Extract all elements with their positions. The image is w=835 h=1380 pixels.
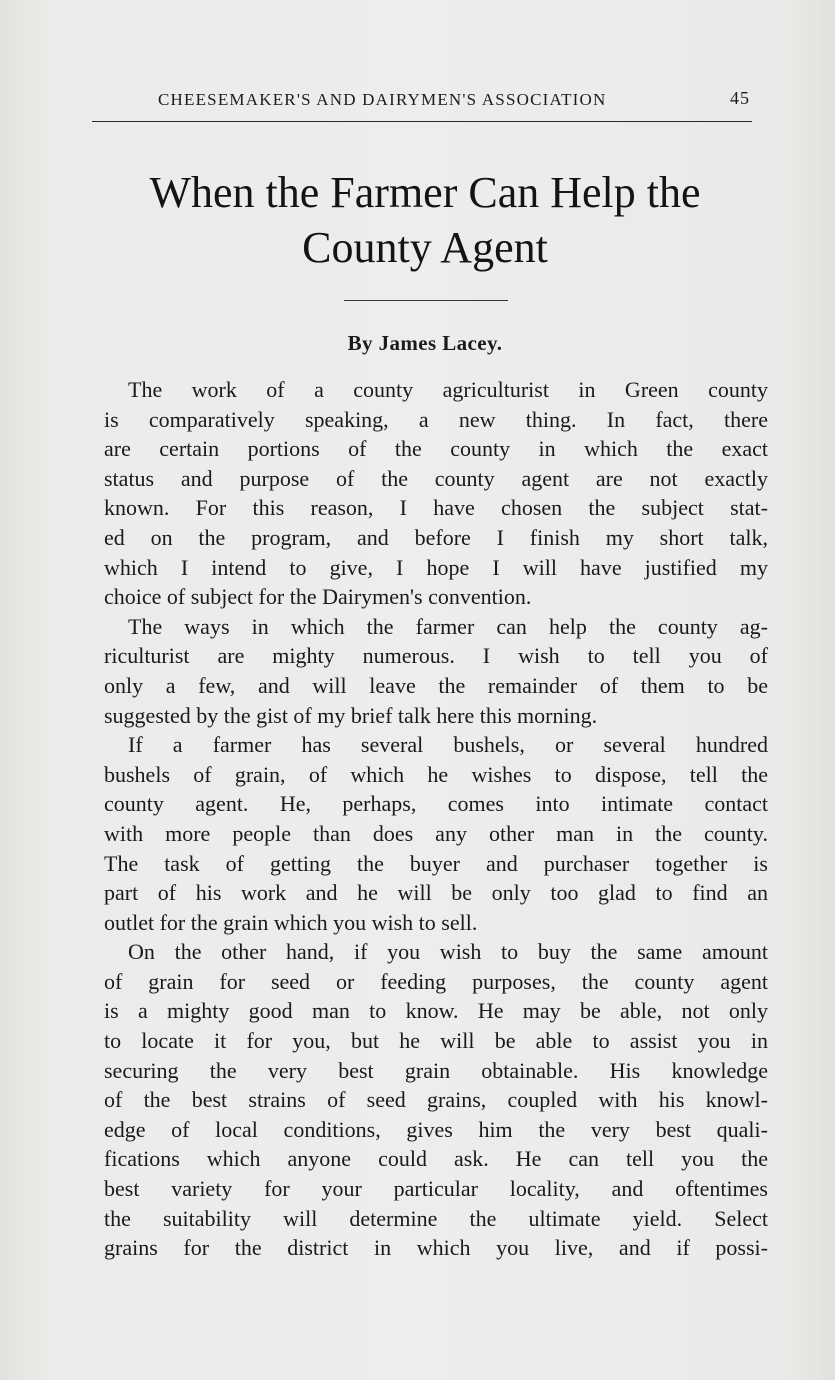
page-number: 45 — [730, 88, 750, 108]
text-line: edge of local conditions, gives him the very best quali- — [104, 1116, 768, 1142]
running-header — [92, 86, 752, 114]
text-line: of grain for seed or feeding purposes, the county agent — [104, 968, 768, 994]
text-line: choice of subject for the Dairymen's convention. — [104, 584, 532, 610]
text-line: suggested by the gist of my brief talk here this morning. — [104, 702, 598, 728]
text-line: securing the very best grain obtainable. His knowledge — [104, 1057, 768, 1083]
text-line: county agent. He, perhaps, comes into intimate contact — [104, 791, 768, 817]
text-line: bushels of grain, of which he wishes to dispose, tell the — [104, 761, 768, 787]
text-line: which I intend to give, I hope I will have justified my — [104, 554, 768, 580]
text-line: known. For this reason, I have chosen the subject stat- — [104, 495, 768, 521]
text-line: is a mighty good man to know. He may be able, not only — [104, 998, 768, 1024]
text-line: The work of a county agriculturist in Green county — [128, 377, 768, 402]
text-line: status and purpose of the county agent are not exactly — [104, 465, 768, 491]
byline: By James Lacey. — [347, 331, 503, 355]
text-line: If a farmer has several bushels, or several hundred — [128, 732, 768, 758]
title-line-1: When the Farmer Can Help the — [149, 168, 701, 217]
text-line: part of his work and he will be only too glad to find an — [104, 880, 768, 906]
text-line: fications which anyone could ask. He can tell you the — [104, 1146, 768, 1172]
text-line: The ways in which the farmer can help the county ag- — [128, 613, 768, 639]
article-body — [104, 375, 768, 1263]
text-line: the suitability will determine the ultimate yield. Select — [104, 1205, 768, 1231]
text-line: with more people than does any other man in the county. — [104, 820, 768, 846]
text-line: outlet for the grain which you wish to sell. — [104, 909, 478, 935]
running-title: CHEESEMAKER'S AND DAIRYMEN'S ASSOCIATION — [158, 90, 607, 109]
text-line: only a few, and will leave the remainder of them to be — [104, 672, 768, 698]
text-line: grains for the district in which you live, and if possi- — [104, 1235, 768, 1261]
title-divider — [344, 300, 508, 301]
article-title — [80, 165, 770, 275]
text-line: The task of getting the buyer and purchaser together is — [104, 850, 768, 876]
text-line: ed on the program, and before I finish my short talk, — [104, 524, 768, 550]
text-line: best variety for your particular locality, and oftentimes — [104, 1176, 768, 1202]
header-rule — [92, 121, 752, 122]
text-line: riculturist are mighty numerous. I wish to tell you of — [104, 643, 768, 669]
title-line-2: County Agent — [302, 223, 548, 272]
text-line: is comparatively speaking, a new thing. In fact, there — [104, 406, 768, 432]
text-line: to locate it for you, but he will be able to assist you in — [104, 1028, 768, 1054]
text-line: of the best strains of seed grains, coupled with his knowl- — [104, 1087, 768, 1113]
text-line: are certain portions of the county in which the exact — [104, 436, 768, 462]
text-line: On the other hand, if you wish to buy the same amount — [128, 939, 768, 965]
